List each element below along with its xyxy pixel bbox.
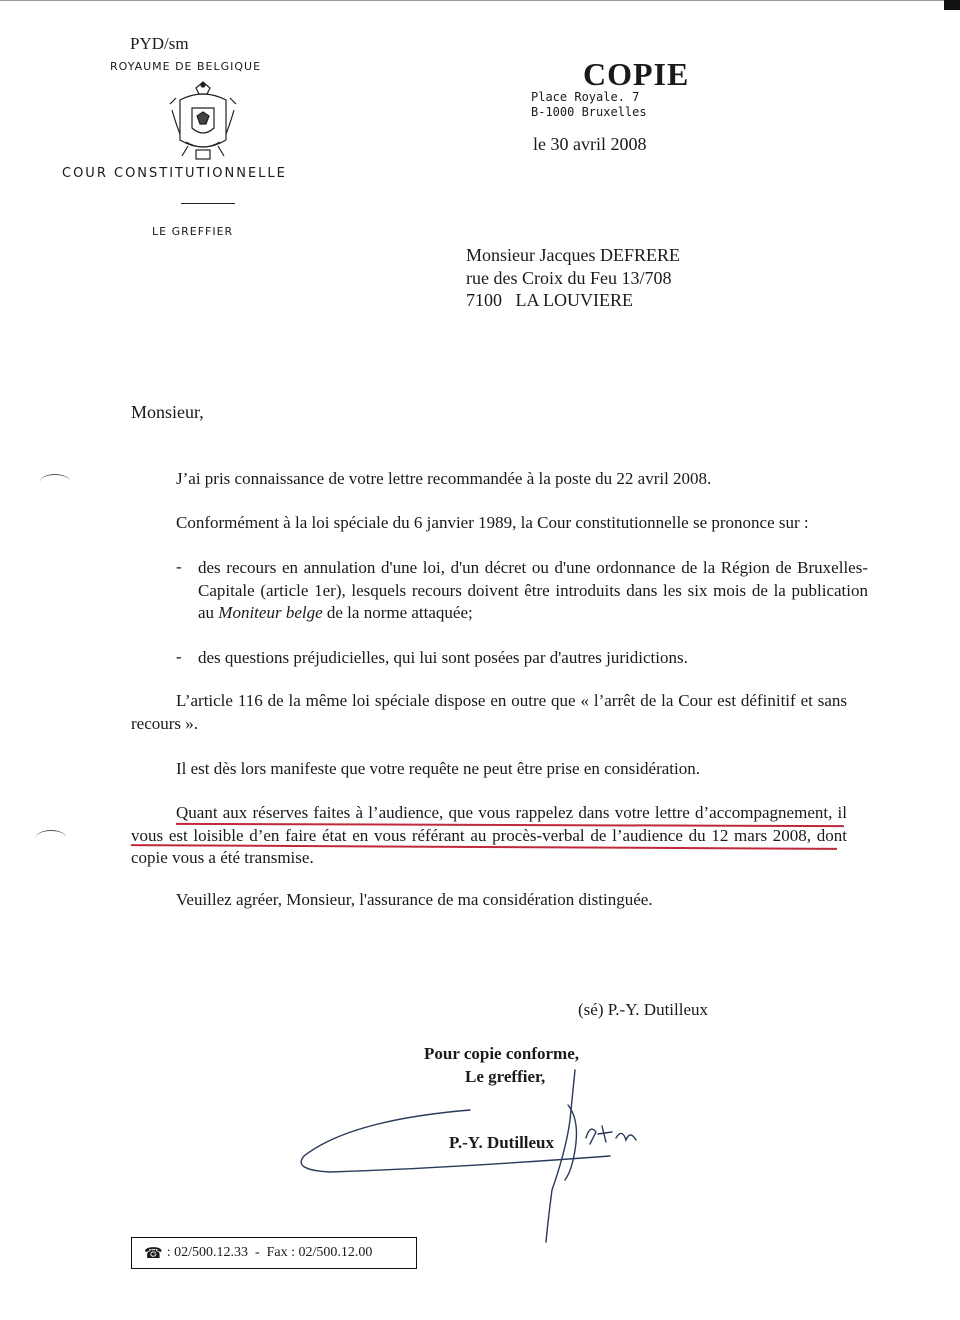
court-name: COUR CONSTITUTIONNELLE <box>62 166 287 181</box>
page-corner-mark <box>944 0 960 10</box>
punch-hole-mark <box>36 830 66 845</box>
divider <box>181 203 235 204</box>
page-top-edge <box>0 0 960 1</box>
contact-numbers: : 02/500.12.33 - Fax : 02/500.12.00 <box>166 1245 373 1260</box>
handwritten-signature <box>290 1060 670 1250</box>
bullet-1-publication: Moniteur belge <box>218 603 323 622</box>
paragraph-3: L’article 116 de la même loi spéciale dispose en outre que « l’arrêt de la Cour est définitif et sans recours ». <box>131 691 847 733</box>
signatory-name: P.-Y. Dutilleux <box>449 1133 555 1152</box>
letter-date: le 30 avril 2008 <box>533 134 647 154</box>
kingdom-heading: ROYAUME DE BELGIQUE <box>110 60 262 73</box>
office-role: LE GREFFIER <box>152 225 234 238</box>
belgian-coat-of-arms-icon <box>166 80 240 162</box>
bullet-dash: - <box>176 647 182 666</box>
bullet-1-end: de la norme attaquée; <box>322 603 473 622</box>
bullet-dash: - <box>176 557 182 576</box>
recipient-street: rue des Croix du Feu 13/708 <box>466 268 672 288</box>
paragraph-1: J’ai pris connaissance de votre lettre recommandée à la poste du 22 avril 2008. <box>176 469 712 488</box>
recipient-name: Monsieur Jacques DEFRERE <box>466 245 680 265</box>
bullet-1-text: des recours en annulation d'une loi, d'un décret ou d'une ordonnance de la Région de Bruxelles-Capitale (article 1er), lesquels recours doivent être introduits dans les six mois de la publication au <box>198 558 868 622</box>
contact-box <box>131 1237 417 1269</box>
salutation: Monsieur, <box>131 402 204 422</box>
address-line-2: B-1000 Bruxelles <box>531 105 647 119</box>
signatory-title: Le greffier, <box>465 1067 546 1086</box>
bullet-item-1 <box>198 557 868 625</box>
paragraph-2: Conformément à la loi spéciale du 6 janvier 1989, la Cour constitutionnelle se prononce sur : <box>176 513 809 532</box>
signed-by: (sé) P.-Y. Dutilleux <box>578 1000 709 1019</box>
paragraph-4: Il est dès lors manifeste que votre requête ne peut être prise en considération. <box>176 759 700 778</box>
recipient-city: 7100 LA LOUVIERE <box>466 290 633 310</box>
paragraph-5: Quant aux réserves faites à l’audience, que vous rappelez dans votre lettre d’accompagnement, il vous est loisible d’en faire état en vous référant au procès-verbal de l’audience du 12 mars 2008, dont copie vous a été transmise. <box>131 803 847 867</box>
bullet-item-2: des questions préjudicielles, qui lui sont posées par d'autres juridictions. <box>198 648 688 667</box>
closing-formula: Veuillez agréer, Monsieur, l'assurance de ma considération distinguée. <box>176 890 653 909</box>
punch-hole-mark <box>40 474 70 489</box>
telephone-icon: ☎ <box>144 1245 163 1262</box>
address-line-1: Place Royale. 7 <box>531 90 640 104</box>
reference-code: PYD/sm <box>130 34 189 53</box>
copy-stamp: COPIE <box>583 56 690 92</box>
certified-copy-label: Pour copie conforme, <box>424 1044 580 1063</box>
